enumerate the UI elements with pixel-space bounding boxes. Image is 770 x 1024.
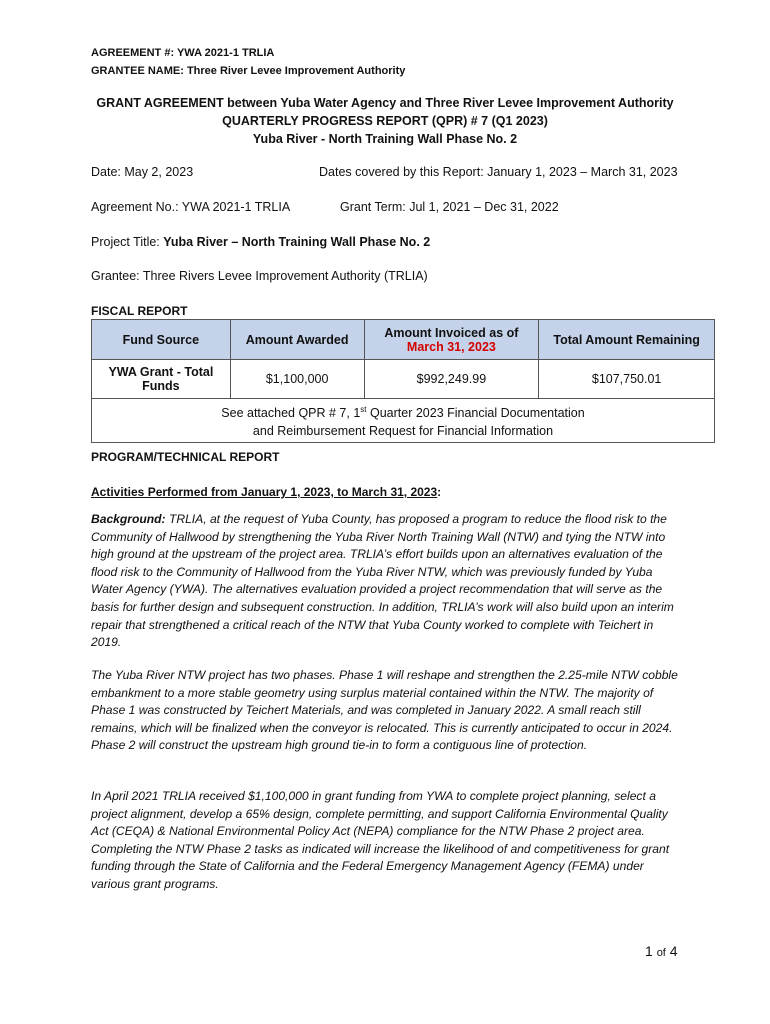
funding-paragraph: In April 2021 TRLIA received $1,100,000 in grant funding from YWA to complete project planning, select a project alignment, develop a 65% design, complete permitting, and support California Environmental Quality Act (CEQA) & National Environmental Policy Act (NEPA) compliance for the NTW Phase 2 project area. Completing the NTW Phase 2 tasks as indicated will increase the likelihood of and competitiveness for grant funding through the State of California and the Federal Emergency Management Agency (FEMA) under various grant programs. bbox=[91, 789, 670, 891]
fiscal-table bbox=[91, 319, 715, 443]
col-amount-awarded: Amount Awarded bbox=[230, 320, 364, 360]
fiscal-note-suffix: Quarter 2023 Financial Documentation bbox=[366, 406, 585, 421]
background-label: Background: bbox=[91, 512, 166, 526]
activities-heading-colon: : bbox=[437, 485, 442, 499]
program-report-heading: PROGRAM/TECHNICAL REPORT bbox=[91, 450, 280, 464]
report-title-line1: GRANT AGREEMENT between Yuba Water Agency and Three River Levee Improvement Authority bbox=[96, 96, 674, 110]
cell-total-remaining: $107,750.01 bbox=[539, 360, 715, 399]
background-paragraph bbox=[91, 511, 681, 652]
phases-paragraph: The Yuba River NTW project has two phases. Phase 1 will reshape and strengthen the 2.25-mile NTW cobble embankment to a more stable geometry using surplus material contained within the NTW. The majority of Phase 1 was constructed by Teichert Materials, and was completed in January 2022. A small reach still remains, which will be finalized when the conveyor is relocated. This is currently anticipated to occur in 2024. Phase 2 will construct the upstream high ground tie-in to form a contiguous line of protection. bbox=[91, 668, 678, 753]
fiscal-note-prefix: See attached QPR # 7, 1 bbox=[221, 406, 361, 421]
project-title-value: Yuba River – North Training Wall Phase No. 2 bbox=[163, 235, 431, 249]
background-text: TRLIA, at the request of Yuba County, has proposed a program to reduce the flood risk to the Community of Hallwood by strengthening the Yuba River North Training Wall (NTW) and tying the NTW into high ground at the upstream of the project area. TRLIA’s effort builds upon an alternatives evaluation of the flood risk to the Community of Hallwood from the Yuba River NTW, which was previously funded by Yuba Water Agency (YWA). The alternatives evaluation provided a project recommendation that will serve as the basis for further design and subsequent construction. In addition, TRLIA’s work will also build upon an interim repair that strengthened a critical reach of the NTW that Yuba County worked to complete with Teichert in 2019. bbox=[91, 512, 674, 650]
report-title-line3: Yuba River - North Training Wall Phase No. 2 bbox=[252, 132, 518, 146]
report-title-line2: QUARTERLY PROGRESS REPORT (QPR) # 7 (Q1 2023) bbox=[222, 114, 548, 128]
fiscal-report-heading: FISCAL REPORT bbox=[91, 304, 188, 318]
cell-amount-invoiced: $992,249.99 bbox=[364, 360, 539, 399]
agreement-number-line: AGREEMENT #: YWA 2021-1 TRLIA bbox=[91, 47, 275, 59]
grantee-name-line: GRANTEE NAME: Three River Levee Improvement Authority bbox=[91, 65, 406, 77]
table-row bbox=[92, 360, 715, 399]
agreement-no: Agreement No.: YWA 2021-1 TRLIA bbox=[91, 200, 291, 214]
cell-fund-source: YWA Grant - Total Funds bbox=[92, 360, 231, 399]
page-number bbox=[645, 943, 678, 959]
report-date: Date: May 2, 2023 bbox=[91, 165, 194, 179]
col-amount-invoiced bbox=[364, 320, 539, 360]
project-title bbox=[91, 235, 430, 249]
project-title-label: Project Title: bbox=[91, 235, 164, 249]
fiscal-note-sup: st bbox=[360, 405, 367, 414]
fiscal-note bbox=[92, 399, 715, 443]
dates-covered: Dates covered by this Report: January 1, 2023 – March 31, 2023 bbox=[319, 165, 678, 179]
page-current: 1 bbox=[645, 943, 653, 959]
col-amount-invoiced-label: Amount Invoiced as of bbox=[384, 325, 519, 340]
cell-amount-awarded: $1,100,000 bbox=[230, 360, 364, 399]
col-total-remaining: Total Amount Remaining bbox=[539, 320, 715, 360]
grantee: Grantee: Three Rivers Levee Improvement Authority (TRLIA) bbox=[91, 269, 428, 283]
page-total: 4 bbox=[669, 943, 678, 959]
page-of: of bbox=[656, 947, 666, 959]
activities-heading: Activities Performed from January 1, 2023, to March 31, 2023 bbox=[91, 485, 438, 499]
col-amount-invoiced-date: March 31, 2023 bbox=[406, 339, 496, 354]
col-fund-source: Fund Source bbox=[92, 320, 231, 360]
activities-heading-wrap bbox=[91, 485, 441, 499]
grant-term: Grant Term: Jul 1, 2021 – Dec 31, 2022 bbox=[340, 200, 559, 214]
fiscal-table-note-row bbox=[92, 399, 715, 443]
fiscal-note-line2: and Reimbursement Request for Financial Information bbox=[252, 424, 554, 439]
fiscal-table-header-row bbox=[92, 320, 715, 360]
